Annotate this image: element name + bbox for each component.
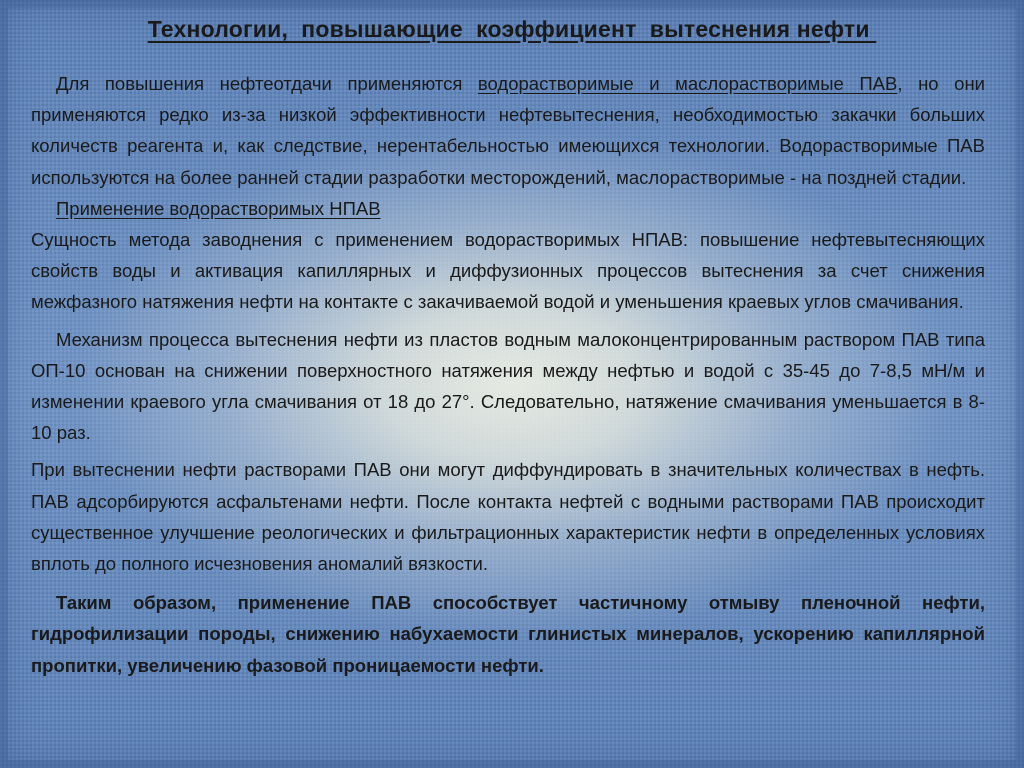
slide-body bbox=[31, 68, 985, 681]
slide-title: Технологии, повышающие коэффициент вытеснения нефти bbox=[147, 16, 877, 42]
paragraph-mechanism: Механизм процесса вытеснения нефти из пластов водным малоконцентрированным раствором ПАВ типа ОП-10 основан на снижении поверхностного натяжения между нефтью и водой с 35-45 до 7-8,5 мН/м и изменении краевого угла смачивания от 18 до 27°. Следовательно, натяжение смачивания уменьшается в 8-10 раз. bbox=[31, 328, 985, 444]
paragraph-conclusion: Таким образом, применение ПАВ способствует частичному отмыву пленочной нефти, гидрофилизации породы, снижению набухаемости глинистых минералов, ускорению капиллярной пропитки, увеличению фазовой проницаемости нефти. bbox=[31, 592, 985, 676]
paragraph-intro bbox=[31, 68, 985, 193]
surfactants-underlined-phrase: водорастворимые и маслорастворимые ПАВ bbox=[477, 73, 898, 94]
paragraph-method-essence: Сущность метода заводнения с применением водорастворимых НПАВ: повышение нефтевытесняющих свойств воды и активация капиллярных и диффузионных процессов вытеснения за счет снижения межфазного натяжения нефти на контакте с закачиваемой водой и уменьшения краевых углов смачивания. bbox=[31, 229, 985, 313]
paragraph-diffusion: При вытеснении нефти растворами ПАВ они могут диффундировать в значительных количествах в нефть. ПАВ адсорбируются асфальтенами нефти. После контакта нефтей с водными растворами ПАВ происходит существенное улучшение реологических и фильтрационных характеристик нефти в определенных условиях вплоть до полного исчезновения аномалий вязкости. bbox=[31, 459, 985, 575]
subheading-water-soluble bbox=[31, 193, 985, 224]
subheading-text: Применение водорастворимых НПАВ bbox=[56, 197, 381, 219]
intro-text-start: Для повышения нефтеотдачи применяются bbox=[56, 73, 478, 94]
intro-text-end: , но они применяются редко из-за низкой эффективности нефтевытеснения, необходимостью закачки больших количеств реагента и, как следствие, нерентабельностью имеющихся технологии. Водорастворимые ПАВ используются на более ранней стадии разработки месторождений, маслорастворимые - на поздней стадии. bbox=[31, 73, 986, 188]
